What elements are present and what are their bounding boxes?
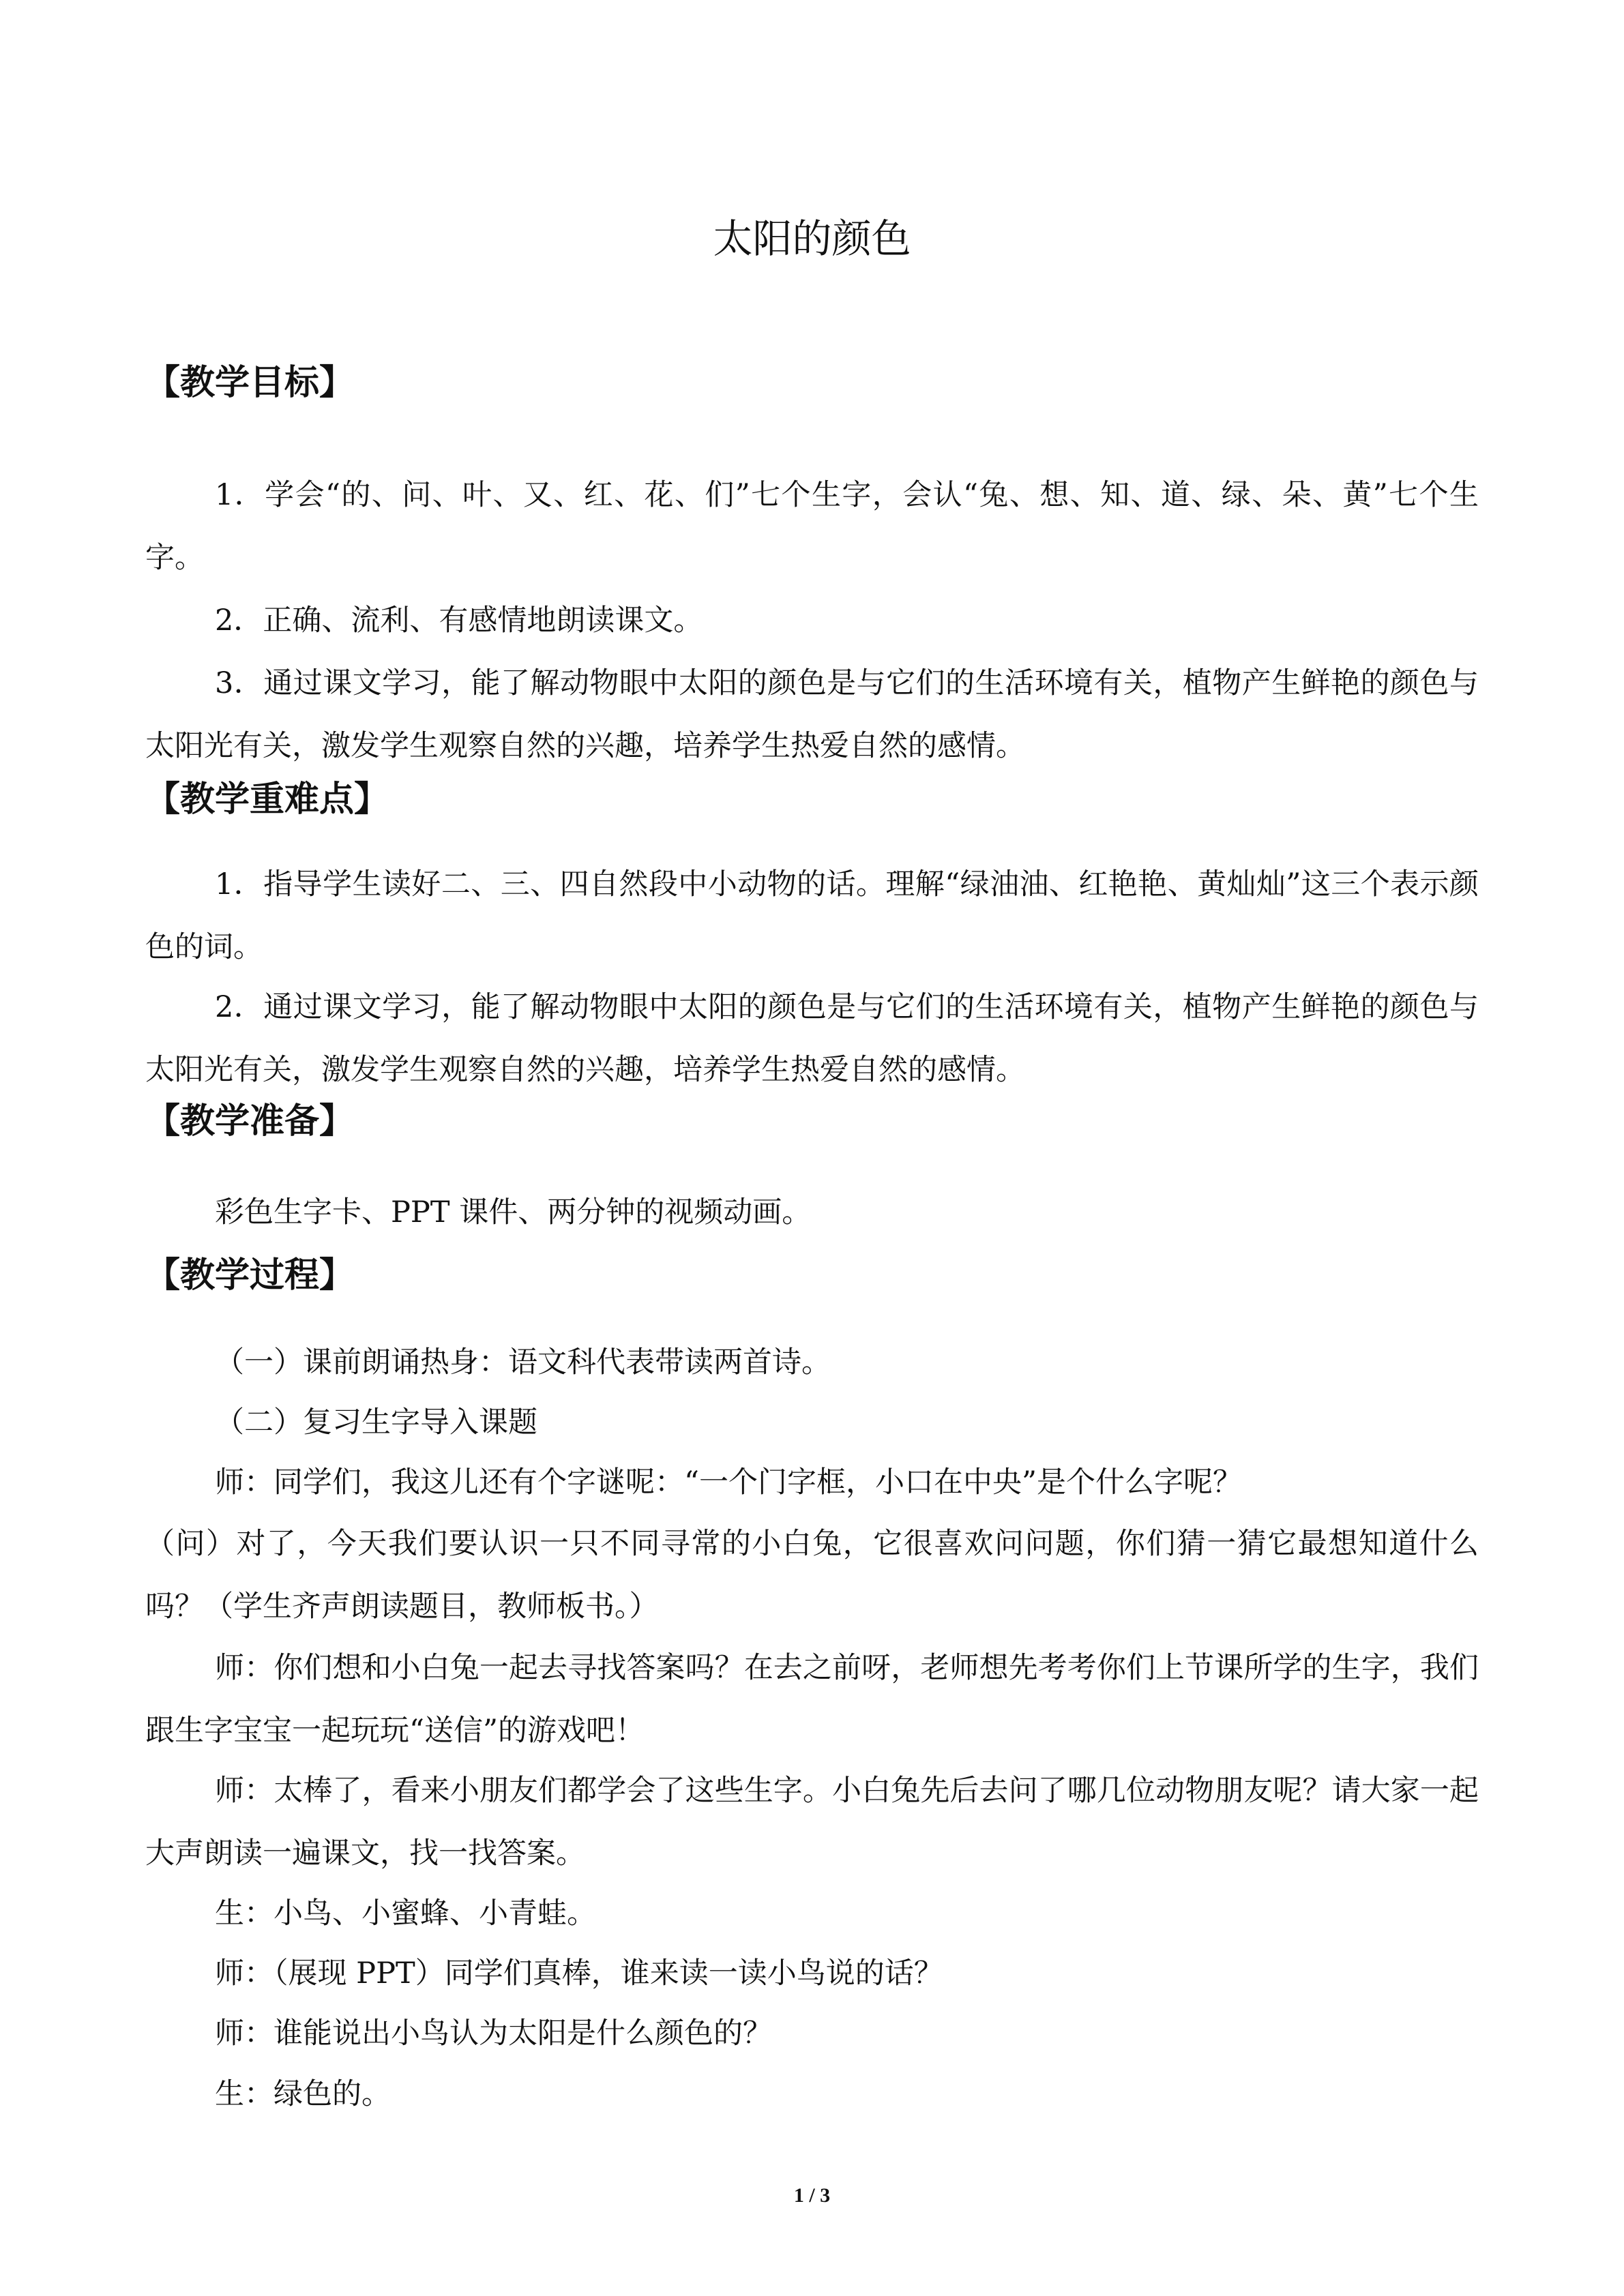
process-item-7: 生：小鸟、小蜜蜂、小青蛙。: [215, 1896, 596, 1930]
process-item-8: 师：（展现 PPT）同学们真棒，谁来读一读小鸟说的话？: [215, 1956, 943, 1991]
process-item-5: 师：你们想和小白兔一起去寻找答案吗？在去之前呀，老师想先考考你们上节课所学的生字，我们跟生字宝宝一起玩玩“送信”的游戏吧！: [145, 1651, 1479, 1748]
section-heading-key-points: 【教学重难点】: [145, 779, 389, 820]
objective-item-3: 3．通过课文学习，能了解动物眼中太阳的颜色是与它们的生活环境有关，植物产生鲜艳的颜色与太阳光有关，激发学生观察自然的兴趣，培养学生热爱自然的感情。: [145, 666, 1479, 763]
preparation-item-1: 彩色生字卡、PPT 课件、两分钟的视频动画。: [215, 1195, 812, 1229]
process-item-1: （一）课前朗诵热身：语文科代表带读两首诗。: [215, 1345, 831, 1380]
process-item-3: 师：同学们，我这儿还有个字谜呢：“一个门字框，小口在中央”是个什么字呢？: [215, 1465, 1242, 1500]
process-item-2: （二）复习生字导入课题: [215, 1405, 537, 1440]
key-point-item-1: 1．指导学生读好二、三、四自然段中小动物的话。理解“绿油油、红艳艳、黄灿灿”这三个表示颜色的词。: [145, 867, 1479, 964]
process-item-10: 生：绿色的。: [215, 2077, 391, 2111]
process-item-6: 师：太棒了，看来小朋友们都学会了这些生字。小白兔先后去问了哪几位动物朋友呢？请大家一起大声朗读一遍课文，找一找答案。: [145, 1774, 1479, 1870]
key-point-item-2: 2．通过课文学习，能了解动物眼中太阳的颜色是与它们的生活环境有关，植物产生鲜艳的颜色与太阳光有关，激发学生观察自然的兴趣，培养学生热爱自然的感情。: [145, 990, 1479, 1087]
process-item-4: （问）对了，今天我们要认识一只不同寻常的小白兔，它很喜欢问问题，你们猜一猜它最想知道什么吗？（学生齐声朗读题目，教师板书。）: [145, 1527, 1479, 1624]
page-number: 1 / 3: [793, 2184, 831, 2207]
page-title: 太阳的颜色: [713, 215, 911, 262]
objective-item-1: 1．学会“的、问、叶、又、红、花、们”七个生字，会认“兔、想、知、道、绿、朵、黄”七个生字。: [145, 478, 1479, 575]
objective-item-2: 2．正确、流利、有感情地朗读课文。: [215, 603, 703, 638]
section-heading-objectives: 【教学目标】: [145, 363, 355, 403]
process-item-9: 师：谁能说出小鸟认为太阳是什么颜色的？: [215, 2016, 772, 2051]
section-heading-process: 【教学过程】: [145, 1255, 355, 1296]
section-heading-preparation: 【教学准备】: [145, 1101, 355, 1142]
